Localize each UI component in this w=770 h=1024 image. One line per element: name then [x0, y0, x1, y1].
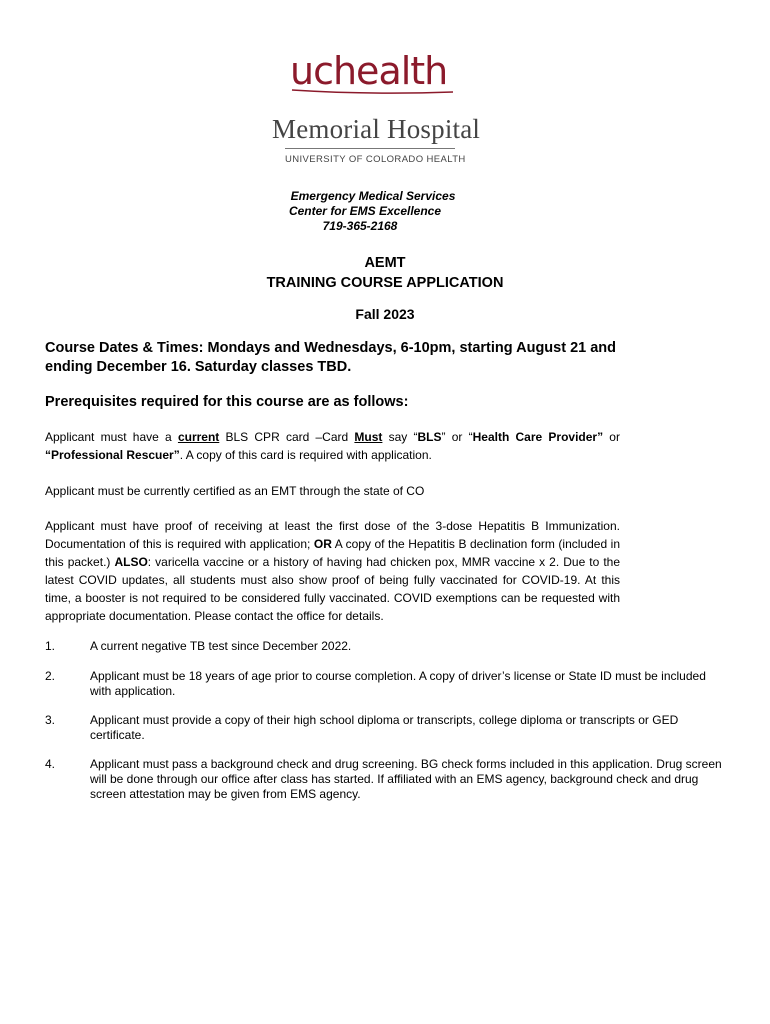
title-line-1: AEMT — [364, 255, 406, 271]
prerequisites-heading: Prerequisites required for this course are as follows: — [45, 394, 409, 410]
uchealth-logo: uchealth — [290, 49, 448, 93]
phone-number: 719-365-2168 — [322, 219, 398, 233]
term: Fall 2023 — [355, 306, 415, 322]
title-line-2: TRAINING COURSE APPLICATION — [266, 275, 504, 291]
document-title — [0, 253, 770, 293]
logo-divider — [285, 148, 455, 149]
list-text: Applicant must pass a background check and drug screening. BG check forms included in this application. Drug screen will be done through our office after class has started. If affiliated with an EMS agency, background check and drug screen attestation may be given from EMS agency. — [90, 757, 722, 801]
list-number: 1. — [45, 639, 56, 653]
logo-swoosh-icon — [290, 86, 455, 98]
list-text: Applicant must be 18 years of age prior to course completion. A copy of driver’s license or State ID must be included with application. — [90, 669, 706, 698]
list-text: Applicant must provide a copy of their high school diploma or transcripts, college diploma or transcripts or GED certificate. — [90, 713, 679, 742]
emt-requirement: Applicant must be currently certified as an EMT through the state of CO — [45, 484, 425, 498]
department-name: Emergency Medical Services — [290, 189, 456, 203]
university-name: UNIVERSITY OF COLORADO HEALTH — [285, 154, 466, 165]
hospital-name: Memorial Hospital — [272, 114, 481, 144]
list-number: 3. — [45, 713, 56, 727]
ems-header — [0, 189, 770, 234]
list-text: A current negative TB test since December 2022. — [90, 639, 352, 653]
bls-requirement: Applicant must have a current BLS CPR card –Card Must say “BLS” or “Health Care Provider” or “Professional Rescuer”. A copy of this card is required with application. — [45, 430, 620, 462]
immunization-requirement: Applicant must have proof of receiving at least the first dose of the 3-dose Hepatitis B Immunization. Documentation of this is required with application; OR A copy of the Hepatitis B declination form (included in this packet.) ALSO: varicella vaccine or a history of having had chicken pox, MMR vaccine x 2. Due to the latest COVID updates, all students must also show proof of being fully vaccinated for COVID-19. At this time, a booster is not required to be considered fully vaccinated. COVID exemptions can be requested with appropriate documentation. Please contact the office for details. — [45, 519, 621, 623]
list-number: 4. — [45, 757, 56, 771]
course-dates: Course Dates & Times: Mondays and Wednesdays, 6-10pm, starting August 21 and ending December 16. Saturday classes TBD. — [45, 340, 617, 375]
list-number: 2. — [45, 669, 56, 683]
center-name: Center for EMS Excellence — [288, 204, 442, 218]
